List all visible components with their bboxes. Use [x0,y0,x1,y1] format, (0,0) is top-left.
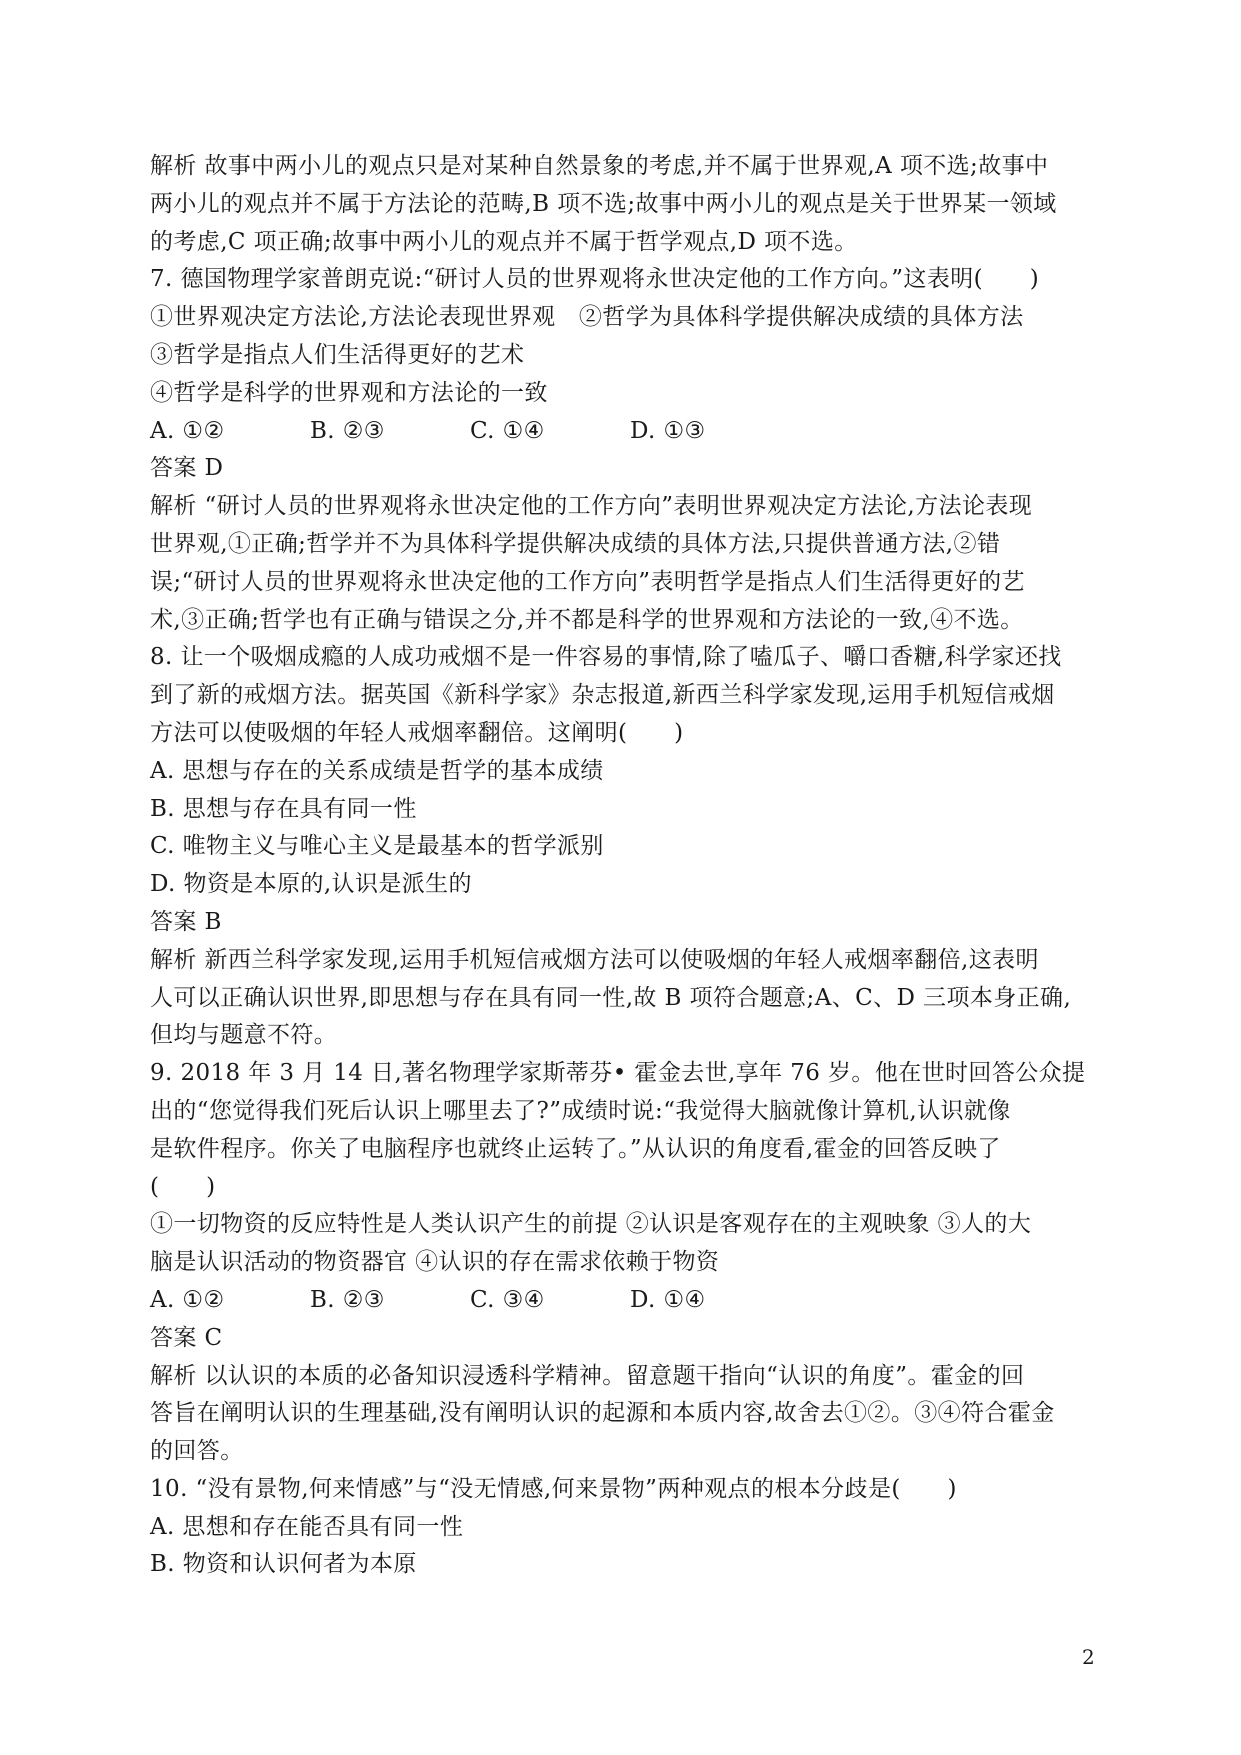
choice-d: D. 物资是本原的,认识是派生的 [150,871,472,898]
choice-a: A. 思想和存在能否具有同一性 [150,1513,464,1540]
text-line: 术,③正确;哲学也有正确与错误之分,并不都是科学的世界观和方法论的一致,④不选。 [150,606,1024,633]
choices-q9 [150,1282,1110,1320]
text-line: 两小儿的观点并不属于方法论的范畴,B 项不选;故事中两小儿的观点是关于世界某一领域 [150,190,1057,217]
question-10: 10. “没有景物,何来情感”与“没无情感,何来景物”两种观点的根本分歧是( ) [150,1475,957,1502]
text-line: 是软件程序。你关了电脑程序也就终止运转了。”从认识的角度看,霍金的回答反映了 [150,1135,1001,1162]
text-line: 世界观,①正确;哲学并不为具体科学提供解决成绩的具体方法,只提供普通方法,②错 [150,530,1001,557]
choice-b: B. 物资和认识何者为本原 [150,1551,417,1578]
choice-b: B. ②③ [310,417,385,444]
document-body [150,148,1110,1584]
answer-line: 答案 C [150,1324,223,1351]
text-line: 脑是认识活动的物资器官 ④认识的存在需求依赖于物资 [150,1249,720,1276]
choice-a: A. ①② [150,1286,225,1313]
choice-c: C. 唯物主义与唯心主义是最基本的哲学派别 [150,833,604,860]
choice-b: B. 思想与存在具有同一性 [150,795,417,822]
text-line: 到了新的戒烟方法。据英国《新科学家》杂志报道,新西兰科学家发现,运用手机短信戒烟 [150,682,1055,709]
text-line: 方法可以使吸烟的年轻人戒烟率翻倍。这阐明( ) [150,719,684,746]
text-line: 的回答。 [150,1438,244,1465]
question-8: 8. 让一个吸烟成瘾的人成功戒烟不是一件容易的事情,除了嗑瓜子、嚼口香糖,科学家还找 [150,644,1062,671]
choice-c: C. ③④ [470,1286,545,1313]
answer-line: 答案 B [150,908,222,935]
text-line: 的考虑,C 项正确;故事中两小儿的观点并不属于哲学观点,D 项不选。 [150,228,858,255]
text-line: 解析 新西兰科学家发现,运用手机短信戒烟方法可以使吸烟的年轻人戒烟率翻倍,这表明 [150,946,1039,973]
text-line: ( ) [150,1173,216,1200]
text-line: ④哲学是科学的世界观和方法论的一致 [150,379,548,406]
text-line: 人可以正确认识世界,即思想与存在具有同一性,故 B 项符合题意;A、C、D 三项本身正确, [150,984,1072,1011]
choice-a: A. ①② [150,417,225,444]
choice-d: D. ①③ [630,417,706,444]
choice-b: B. ②③ [310,1286,385,1313]
question-9: 9. 2018 年 3 月 14 日,著名物理学家斯蒂芬• 霍金去世,享年 76 岁。他在世时回答公众提 [150,1060,1086,1087]
text-line: 答旨在阐明认识的生理基础,没有阐明认识的起源和本质内容,故舍去①②。③④符合霍金 [150,1400,1055,1427]
text-line: 解析 故事中两小儿的观点只是对某种自然景象的考虑,并不属于世界观,A 项不选;故事中 [150,153,1049,179]
text-line: ③哲学是指点人们生活得更好的艺术 [150,341,525,368]
choice-d: D. ①④ [630,1286,706,1313]
choice-a: A. 思想与存在的关系成绩是哲学的基本成绩 [150,757,604,784]
text-line: ①世界观决定方法论,方法论表现世界观 ②哲学为具体科学提供解决成绩的具体方法 [150,304,1024,331]
choices-q7 [150,413,1110,451]
text-line: 但均与题意不符。 [150,1022,338,1049]
text-line: 出的“您觉得我们死后认识上哪里去了?”成绩时说:“我觉得大脑就像计算机,认识就像 [150,1097,1011,1124]
page-number: 2 [1082,1645,1095,1669]
choice-c: C. ①④ [470,417,545,444]
answer-line: 答案 D [150,455,224,482]
text-line: 解析 以认识的本质的必备知识浸透科学精神。留意题干指向“认识的角度”。霍金的回 [150,1362,1025,1389]
question-7: 7. 德国物理学家普朗克说:“研讨人员的世界观将永世决定他的工作方向。”这表明( ) [150,266,1040,293]
text-line: 误;“研讨人员的世界观将永世决定他的工作方向”表明哲学是指点人们生活得更好的艺 [150,568,1025,595]
text-line: ①一切物资的反应特性是人类认识产生的前提 ②认识是客观存在的主观映象 ③人的大 [150,1211,1032,1238]
text-line: 解析 “研讨人员的世界观将永世决定他的工作方向”表明世界观决定方法论,方法论表现 [150,493,1033,520]
